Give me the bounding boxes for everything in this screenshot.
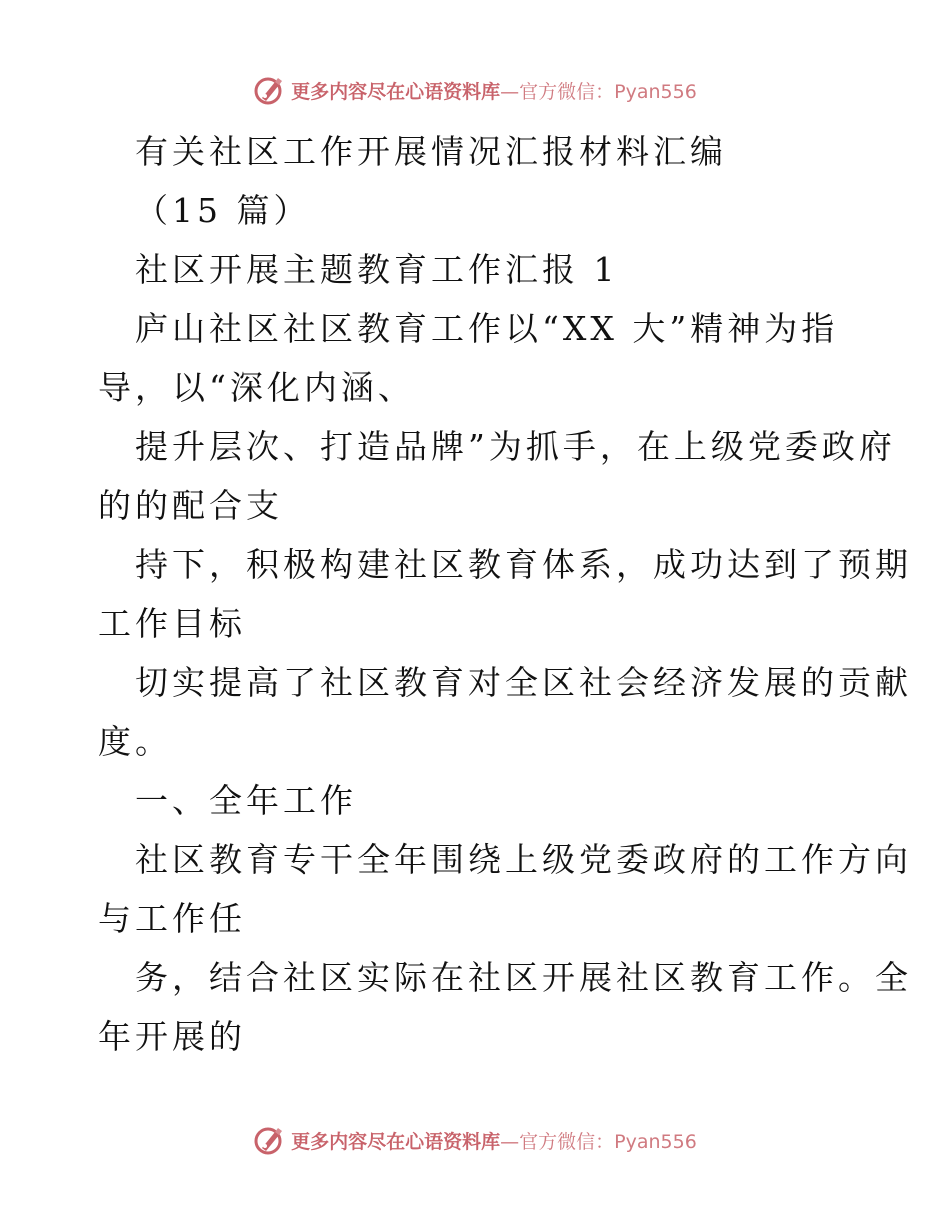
paragraph-line: 度。: [98, 722, 172, 761]
subsection-heading: 一、全年工作: [135, 781, 357, 820]
watermark-text: 更多内容尽在心语资料库—官方微信：Pyan556: [291, 1130, 697, 1153]
header-watermark: [0, 70, 950, 110]
paragraph-line: 庐山社区社区教育工作以“XX 大”精神为指: [135, 309, 839, 348]
paragraph-line: 与工作任: [98, 899, 246, 938]
pen-logo-icon: [253, 74, 285, 106]
paragraph-line: 社区教育专干全年围绕上级党委政府的工作方向: [135, 840, 912, 879]
paragraph-line: 务，结合社区实际在社区开展社区教育工作。全: [135, 958, 912, 997]
paragraph-line: 提升层次、打造品牌”为抓手，在上级党委政府: [135, 427, 896, 466]
footer-watermark: [0, 1120, 950, 1160]
paragraph-line: 切实提高了社区教育对全区社会经济发展的贡献: [135, 663, 912, 702]
paragraph-line: 导，以“深化内涵、: [98, 368, 415, 407]
pen-logo-icon: [253, 1124, 285, 1156]
paragraph-line: 工作目标: [98, 604, 246, 643]
section-heading: 社区开展主题教育工作汇报 1: [135, 250, 619, 289]
paragraph-line: 持下，积极构建社区教育体系，成功达到了预期: [135, 545, 912, 584]
document-title: 有关社区工作开展情况汇报材料汇编: [135, 132, 727, 171]
document-subtitle: （15 篇）: [135, 191, 311, 230]
paragraph-line: 年开展的: [98, 1017, 246, 1056]
paragraph-line: 的的配合支: [98, 486, 283, 525]
watermark-text: 更多内容尽在心语资料库—官方微信：Pyan556: [291, 80, 697, 103]
document-body: [98, 122, 912, 1066]
